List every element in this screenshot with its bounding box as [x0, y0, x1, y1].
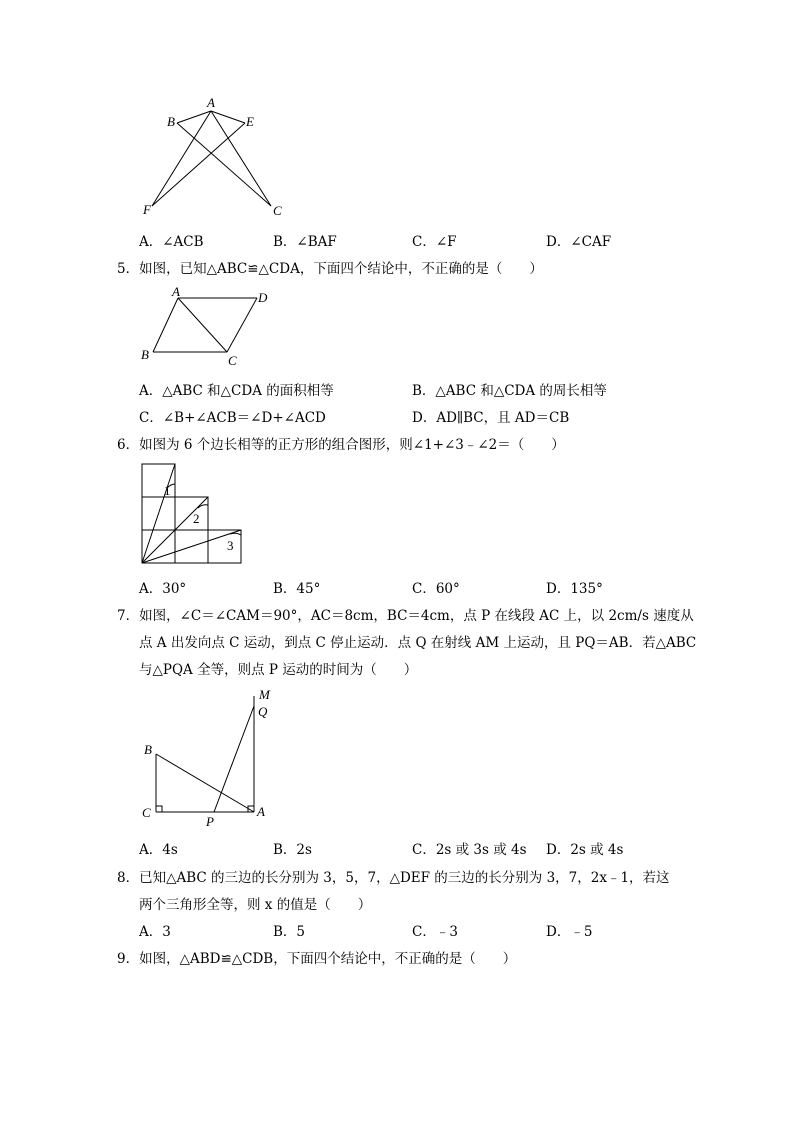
- q8-stem-line1: 8．已知△ABC 的三边的长分别为 3，5，7，△DEF 的三边的长分别为 3，7，2x﹣1，若这: [117, 870, 670, 886]
- q7-option-d[interactable]: D．2s 或 4s: [546, 842, 624, 858]
- q7-label-M: M: [259, 687, 270, 702]
- q7-label-C: C: [142, 805, 151, 820]
- q7-stem-line1: 7．如图，∠C＝∠CAM＝90°，AC＝8cm，BC＝4cm，点 P 在线段 AC 上，以 2cm/s 速度从: [117, 608, 694, 624]
- q5-label-B: B: [141, 347, 149, 362]
- q6-square: [208, 530, 241, 563]
- q4-label-F: F: [143, 202, 151, 217]
- q7-stem-line3: 与△PQA 全等，则点 P 运动的时间为（ ）: [139, 662, 418, 678]
- q7-right-angle-C: [156, 806, 162, 812]
- q6-option-a[interactable]: A．30°: [139, 581, 187, 597]
- q4-label-A: A: [207, 95, 215, 110]
- q5-option-d[interactable]: D．AD∥BC，且 AD＝CB: [412, 410, 570, 426]
- q7-stem-line2: 点 A 出发向点 C 运动，到点 C 停止运动．点 Q 在射线 AM 上运动，且 PQ＝AB．若△ABC: [139, 635, 697, 651]
- q5-option-a[interactable]: A．△ABC 和△CDA 的面积相等: [139, 383, 334, 399]
- q4-option-d[interactable]: D．∠CAF: [546, 234, 612, 250]
- q7-label-P: P: [206, 814, 214, 829]
- q7-option-b[interactable]: B．2s: [273, 842, 312, 858]
- q5-label-A: A: [172, 284, 180, 299]
- q4-label-B: B: [167, 114, 175, 129]
- q8-option-b[interactable]: B．5: [273, 924, 306, 940]
- q6-option-d[interactable]: D．135°: [546, 581, 603, 597]
- q6-arc-3: [230, 533, 241, 535]
- q4-line-AC: [211, 111, 271, 206]
- q4-line-BC: [177, 123, 271, 206]
- q7-option-c[interactable]: C．2s 或 3s 或 4s: [412, 842, 527, 858]
- q5-option-c[interactable]: C．∠B+∠ACB＝∠D+∠ACD: [139, 410, 326, 426]
- q8-option-a[interactable]: A．3: [139, 924, 171, 940]
- q5-line-BA: [153, 298, 178, 352]
- q6-option-b[interactable]: B．45°: [273, 581, 321, 597]
- q7-line-BA: [156, 754, 254, 812]
- q4-line-AE: [211, 111, 245, 123]
- q4-option-c[interactable]: C．∠F: [412, 234, 457, 250]
- q8-option-c[interactable]: C．﹣3: [412, 924, 458, 940]
- q7-option-a[interactable]: A．4s: [139, 842, 178, 858]
- q4-line-EF: [152, 123, 245, 206]
- q6-line-1: [142, 464, 175, 563]
- q7-figure: [136, 684, 286, 834]
- q6-label-2: 2: [193, 511, 200, 526]
- q6-stem: 6．如图为 6 个边长相等的正方形的组合图形，则∠1+∠3﹣∠2＝（ ）: [117, 437, 565, 453]
- q5-stem: 5．如图，已知△ABC≌△CDA，下面四个结论中，不正确的是（ ）: [117, 261, 543, 277]
- q8-stem-line2: 两个三角形全等，则 x 的值是（ ）: [139, 897, 372, 913]
- q4-line-AF: [152, 111, 211, 206]
- q6-option-c[interactable]: C．60°: [412, 581, 460, 597]
- q5-label-C: C: [228, 353, 237, 368]
- q4-option-a[interactable]: A．∠ACB: [139, 234, 204, 250]
- q4-figure: [130, 92, 300, 222]
- q6-label-3: 3: [227, 538, 234, 553]
- q5-figure: [136, 284, 286, 369]
- q4-line-BA: [177, 111, 211, 123]
- q5-line-AC: [178, 298, 227, 352]
- q5-line-DC: [227, 298, 257, 352]
- q5-option-b[interactable]: B．△ABC 和△CDA 的周长相等: [412, 383, 607, 399]
- q9-stem: 9．如图，△ABD≌△CDB，下面四个结论中，不正确的是（ ）: [117, 951, 517, 967]
- q4-label-E: E: [246, 114, 254, 129]
- q5-label-D: D: [258, 290, 268, 305]
- q8-option-d[interactable]: D．﹣5: [546, 924, 593, 940]
- q7-label-A: A: [257, 804, 265, 819]
- q4-option-b[interactable]: B．∠BAF: [273, 234, 337, 250]
- q7-label-B: B: [144, 742, 152, 757]
- q7-line-PQ: [214, 706, 254, 812]
- q7-label-Q: Q: [258, 704, 268, 719]
- q6-label-1: 1: [164, 483, 171, 498]
- q6-figure: [136, 458, 246, 568]
- q4-label-C: C: [273, 203, 282, 218]
